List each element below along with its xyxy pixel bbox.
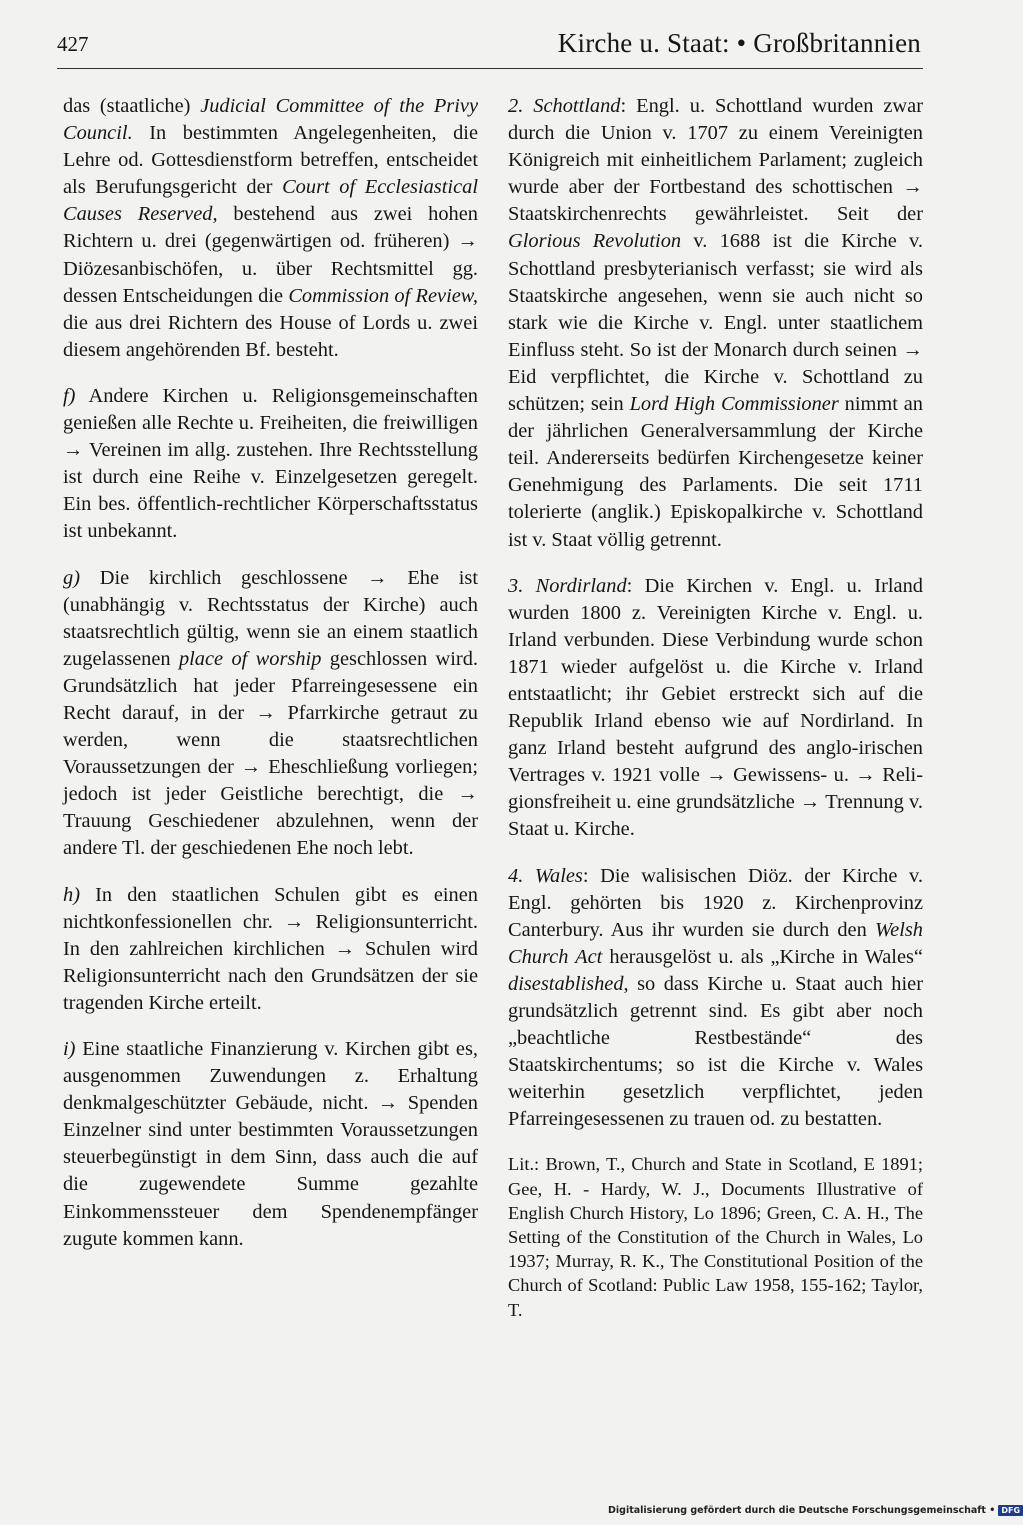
page-number: 427 [57, 32, 89, 56]
left-column [63, 93, 478, 1272]
running-title: Kirche u. Staat: • Großbritannien [557, 28, 921, 58]
paragraph-f-other-churches: f) Andere Kirchen u. Religionsgemeinschaften genießen alle Rechte u. Freiheiten, die freiwilligen → Vereinen im allg. zustehen. Ihre Rechtsstellung ist durch eine Reihe v. Einzelgesetzen geregelt. Ein bes. öffentlich-rechtlicher Körperschaftsstatus ist unbekannt. [63, 384, 478, 543]
paragraph-scotland: 2. Schottland: Engl. u. Schottland wurden zwar durch die Union v. 1707 zu einem Vereinigten Königreich mit einheitlichem Parlament; zugleich wurde aber der Fortbestand des schottischen → Staatskirchenrechts gewährleistet. Seit der Glorious Revolution v. 1688 ist die Kirche v. Schottland presbyterianisch verfasst; sie wird als Staatskirche angesehen, wenn sie auch nicht so stark wie die Kirche v. Engl. unter staatlichem Einfluss steht. So ist der Monarch durch seinen → Eid verpflichtet, die Kirche v. Schottland zu schützen; sein Lord High Commissioner nimmt an der jährlichen Generalversammlung der Kirche teil. Andererseits bedürfen Kirchengesetze keiner Genehmigung des Parlaments. Die seit 1711 tolerierte (anglik.) Episkopalkirche v. Schottland ist v. Staat völlig getrennt. [508, 95, 923, 551]
paragraph-northern-ireland: 3. Nordirland: Die Kirchen v. Engl. u. Irland wurden 1800 z. Vereinigten Kirche v. Engl. u. Irland verbunden. Diese Verbindung wurde schon 1871 wieder aufgelöst u. die Kirche v. Irland entstaatlicht; ihr Gebiet erstreckt sich auf die Republik Irland ebenso wie auf Nordirland. In ganz Irland besteht aufgrund des anglo-irischen Vertrages v. 1921 volle → Gewissens- u. → Religionsfreiheit u. eine grundsätzliche → Trennung v. Staat u. Kirche. [508, 574, 923, 841]
paragraph-g-marriage: g) Die kirchlich geschlossene → Ehe ist (unabhängig v. Rechtsstatus der Kirche) auch staatsrechtlich gültig, wenn sie an einem staatlich zugelassenen place of worship geschlossen wird. Grundsätzlich hat jeder Pfarreingesessene ein Recht darauf, in der → Pfarrkirche getraut zu werden, wenn die staatsrechtlichen Voraussetzungen der → Eheschließung vorliegen; jedoch ist jeder Geistliche berechtigt, die → Trauung Geschiedener abzulehnen, wenn der andere Tl. der geschiedenen Ehe noch lebt. [63, 566, 479, 860]
digitization-footer [608, 1505, 1023, 1516]
paragraph-h-schools: h) In den staatlichen Schulen gibt es einen nichtkonfessionellen chr. → Religionsunterricht. In den zahlreichen kirchlichen → Schulen wird Religionsunterricht nach den Grundsätzen der sie tragenden Kirche erteilt. [63, 883, 478, 1014]
page-header [57, 28, 923, 69]
paragraph-wales: 4. Wales: Die walisischen Diöz. der Kirche v. Engl. gehörten bis 1920 z. Kirchenprovinz Canterbury. Aus ihr wurden sie durch den Welsh Church Act herausgelöst u. als „Kirche in Wales“ disestablished, so dass Kirche u. Staat auch hier grundsätzlich getrennt sind. Es gibt aber noch „beachtliche Restbestände“ des Staatskirchentums; so ist die Kirche v. Wales weiterhin gesetzlich verpflichtet, jeden Pfarreingesessenen zu trauen od. zu bestatten. [508, 864, 923, 1131]
paragraph-judicial-committee: das (staatliche) Judicial Committee of the Privy Council. In bestimmten Angelegenheiten, die Lehre od. Gottesdienstform betreffen, entscheidet als Berufungsgericht der Court of Ecclesiastical Causes Reserved, bestehend aus zwei hohen Richtern u. drei (gegenwärtigen od. früheren) → Diözesanbischöfen, u. über Rechtsmittel gg. dessen Entscheidungen die Commission of Review, die aus drei Richtern des House of Lords u. zwei diesem angehörenden Bf. besteht. [63, 95, 478, 361]
literature-references: Lit.: Brown, T., Church and State in Scotland, E 1891; Gee, H. - Hardy, W. J., Documents Illustrative of English Church History, Lo 1896; Green, C. A. H., The Setting of the Constitution of the Church in Wales, Lo 1937; Murray, R. K., The Constitutional Position of the Church of Scotland: Public Law 1958, 155-162; Taylor, T. [508, 1154, 923, 1320]
dfg-logo: DFG [998, 1505, 1023, 1516]
footer-text: Digitalisierung gefördert durch die Deutsche Forschungsgemeinschaft • [608, 1505, 996, 1516]
right-column [508, 93, 923, 1341]
paragraph-i-financing: i) Eine staatliche Finanzierung v. Kirchen gibt es, ausgenommen Zuwendungen z. Erhaltung denkmalgeschützter Gebäude, nicht. → Spenden Einzelner sind unter bestimmten Voraussetzungen steuerbegünstigt in dem Sinn, dass auch die auf die zugewendete Summe gezahlte Einkommenssteuer dem Spendenempfänger zugute kommen kann. [63, 1038, 478, 1250]
